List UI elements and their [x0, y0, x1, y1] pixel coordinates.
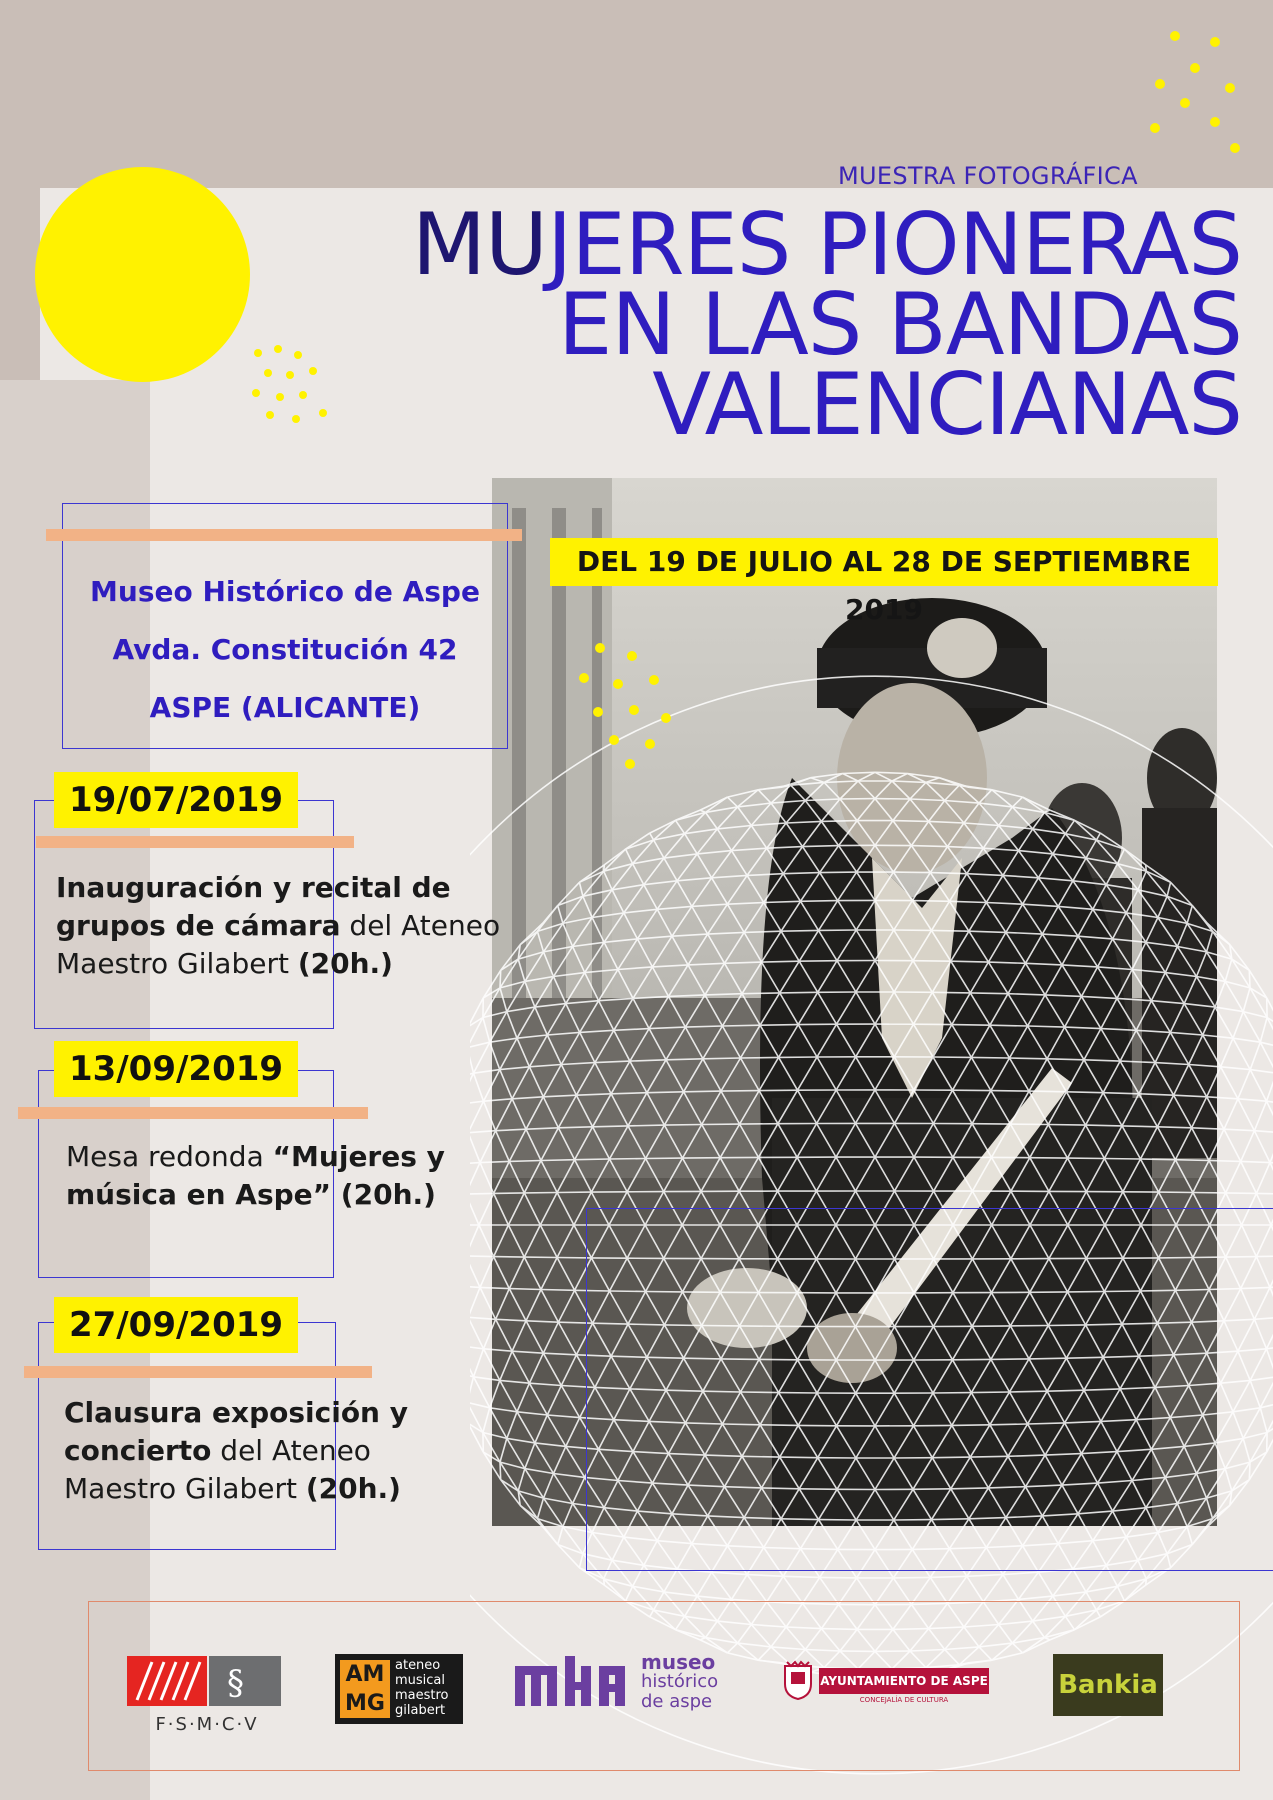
mha-mark-icon — [515, 1652, 633, 1712]
mha-text — [641, 1652, 718, 1712]
ateneo-text-line: gilabert — [395, 1703, 446, 1718]
dot-cluster-top-right — [1140, 28, 1250, 158]
ateneo-text — [395, 1658, 449, 1718]
fsmcv-emblem-icon — [127, 1654, 287, 1710]
event-text-bold: (20h.) — [305, 1472, 401, 1505]
event-description-3 — [64, 1394, 484, 1508]
mha-text-line: de aspe — [641, 1691, 713, 1712]
ateneo-logo — [335, 1654, 463, 1724]
photo-frame — [586, 1208, 1273, 1571]
orange-divider — [18, 1107, 368, 1119]
event-line — [56, 945, 536, 983]
svg-text:§: § — [227, 1663, 244, 1703]
event-text-bold: grupos de cámara — [56, 909, 341, 942]
event-text-bold: “Mujeres y — [272, 1140, 445, 1173]
venue-info — [70, 563, 500, 737]
event-text-bold: Clausura exposición y — [64, 1396, 408, 1429]
title-line: EN LAS BANDAS — [558, 275, 1242, 375]
event-line — [64, 1470, 484, 1508]
orange-divider — [36, 836, 354, 848]
ayuntamiento-logo — [781, 1660, 1011, 1720]
event-line — [64, 1394, 484, 1432]
orange-divider — [46, 529, 522, 541]
venue-name: Museo Histórico de Aspe — [90, 575, 480, 608]
event-description-2 — [66, 1138, 486, 1214]
ayuntamiento-sub: CONCEJALÍA DE CULTURA — [859, 1696, 949, 1704]
event-date-1: 19/07/2019 — [54, 772, 298, 828]
ayuntamiento-label: AYUNTAMIENTO DE ASPE — [819, 1668, 989, 1694]
museo-logo — [515, 1652, 735, 1732]
event-text-bold: música en Aspe” (20h.) — [66, 1178, 436, 1211]
coat-of-arms-icon — [781, 1660, 815, 1700]
event-text-bold: (20h.) — [297, 947, 393, 980]
event-line — [64, 1432, 484, 1470]
event-date-3: 27/09/2019 — [54, 1297, 298, 1353]
event-line — [66, 1138, 486, 1176]
ateneo-mark — [340, 1660, 390, 1718]
event-text-bold: concierto — [64, 1434, 212, 1467]
venue-address: Avda. Constitución 42 — [112, 633, 458, 666]
mha-text-line: histórico — [641, 1671, 719, 1692]
bankia-logo: Bankia — [1053, 1654, 1163, 1716]
sponsor-logos-bar — [88, 1601, 1240, 1771]
event-line — [56, 869, 536, 907]
event-text-run: Mesa redonda — [66, 1140, 273, 1173]
exhibition-subtitle: MUESTRA FOTOGRÁFICA — [838, 162, 1138, 190]
ateneo-mark-text: MG — [345, 1691, 385, 1716]
ateneo-text-line: ateneo — [395, 1658, 441, 1673]
title-line: MUJERES PIONERAS — [411, 195, 1242, 295]
event-line — [56, 907, 536, 945]
event-text-run: Maestro Gilabert — [64, 1472, 306, 1505]
fsmcv-logo — [127, 1654, 287, 1734]
fsmcv-label: F·S·M·C·V — [155, 1714, 259, 1735]
event-line — [66, 1176, 486, 1214]
title-background — [0, 0, 1273, 188]
exhibition-title — [132, 195, 1242, 455]
title-line: VALENCIANAS — [652, 355, 1242, 455]
ateneo-text-line: maestro — [395, 1688, 449, 1703]
event-text-run: del Ateneo — [340, 909, 501, 942]
event-date-2: 13/09/2019 — [54, 1041, 298, 1097]
orange-divider — [24, 1366, 372, 1378]
ateneo-mark-text: AM — [345, 1662, 385, 1687]
event-text-run: Maestro Gilabert — [56, 947, 298, 980]
date-range-banner: DEL 19 DE JULIO AL 28 DE SEPTIEMBRE 2019 — [550, 538, 1218, 586]
ateneo-text-line: musical — [395, 1673, 446, 1688]
event-text-bold: Inauguración y recital de — [56, 871, 451, 904]
mha-text-line: museo — [641, 1650, 716, 1674]
event-text-run: del Ateneo — [211, 1434, 371, 1467]
event-description-1 — [56, 869, 536, 983]
venue-city: ASPE (ALICANTE) — [149, 691, 421, 724]
dot-cluster-photo — [570, 640, 680, 770]
